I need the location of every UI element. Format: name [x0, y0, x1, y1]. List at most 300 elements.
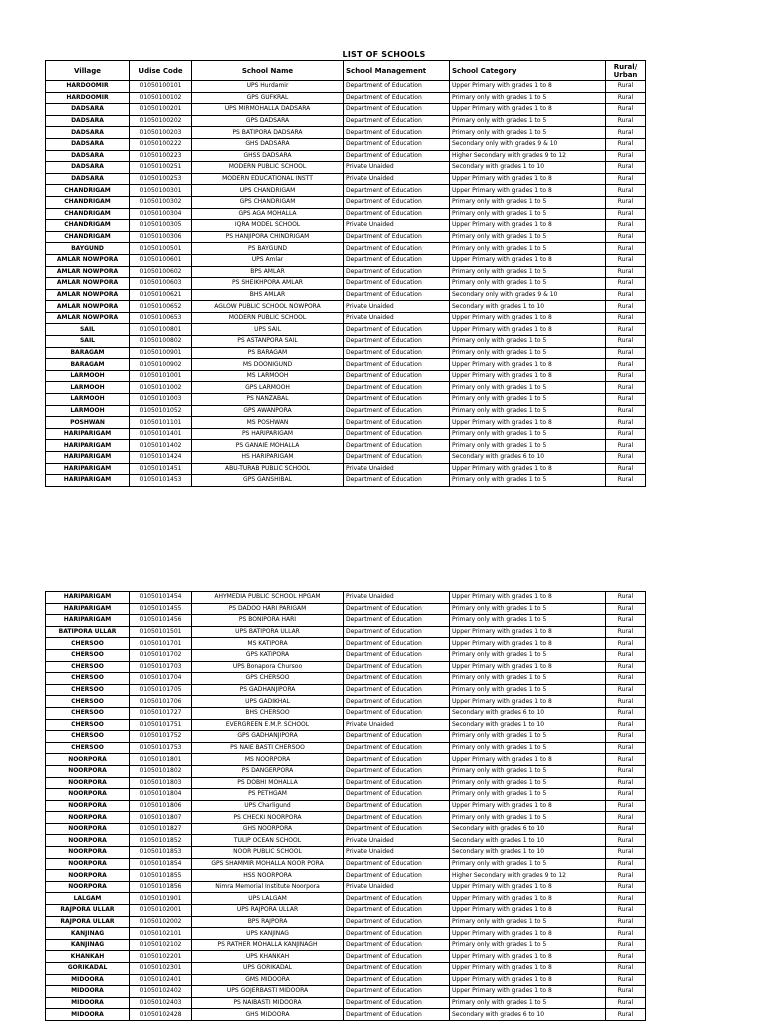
- cell-udise-code: 01050100101: [130, 81, 192, 93]
- cell-school-category: Secondary with grades 1 to 10: [450, 847, 606, 859]
- cell-school-management: Private Unaided: [344, 162, 450, 174]
- cell-school-category: Upper Primary with grades 1 to 8: [450, 800, 606, 812]
- cell-village: BATIPORA ULLAR: [46, 626, 130, 638]
- cell-school-management: Private Unaided: [344, 881, 450, 893]
- cell-school-management: Department of Education: [344, 673, 450, 685]
- cell-rural-urban: Rural: [606, 638, 646, 650]
- cell-school-name: UPS KHANKAH: [192, 951, 344, 963]
- table-row: [46, 440, 646, 452]
- cell-school-name: MODERN PUBLIC SCHOOL: [192, 162, 344, 174]
- table-row: [46, 243, 646, 255]
- cell-village: KHANKAH: [46, 951, 130, 963]
- cell-udise-code: 01050101752: [130, 731, 192, 743]
- cell-village: AMLAR NOWPORA: [46, 312, 130, 324]
- cell-village: DADSARA: [46, 115, 130, 127]
- table-body: [46, 592, 646, 1021]
- table-row: [46, 615, 646, 627]
- header-school-name: School Name: [192, 61, 344, 81]
- cell-school-name: UPS Amlar: [192, 254, 344, 266]
- cell-village: GORIKADAL: [46, 963, 130, 975]
- cell-school-name: PS DOBHI MOHALLA: [192, 777, 344, 789]
- table-body: [46, 81, 646, 487]
- cell-school-name: GPS GANSHIBAL: [192, 475, 344, 487]
- cell-school-management: Department of Education: [344, 986, 450, 998]
- table-row: [46, 81, 646, 93]
- table-row: [46, 997, 646, 1009]
- cell-udise-code: 01050101827: [130, 823, 192, 835]
- table-row: [46, 835, 646, 847]
- table-row: [46, 684, 646, 696]
- table-row: [46, 417, 646, 429]
- table-row: [46, 185, 646, 197]
- cell-village: NOORPORA: [46, 777, 130, 789]
- cell-village: HARIPARIGAM: [46, 592, 130, 604]
- cell-udise-code: 01050102001: [130, 905, 192, 917]
- cell-village: CHERSOO: [46, 673, 130, 685]
- cell-udise-code: 01050100253: [130, 173, 192, 185]
- cell-school-name: TULIP OCEAN SCHOOL: [192, 835, 344, 847]
- cell-school-category: Primary only with grades 1 to 5: [450, 731, 606, 743]
- cell-school-management: Department of Education: [344, 800, 450, 812]
- cell-school-management: Department of Education: [344, 359, 450, 371]
- table-row: [46, 405, 646, 417]
- cell-village: NOORPORA: [46, 789, 130, 801]
- cell-udise-code: 01050101456: [130, 615, 192, 627]
- cell-school-management: Private Unaided: [344, 173, 450, 185]
- cell-school-category: Primary only with grades 1 to 5: [450, 742, 606, 754]
- cell-udise-code: 01050100201: [130, 104, 192, 116]
- cell-rural-urban: Rural: [606, 347, 646, 359]
- cell-udise-code: 01050101453: [130, 475, 192, 487]
- cell-udise-code: 01050100621: [130, 289, 192, 301]
- cell-school-category: Secondary only with grades 9 & 10: [450, 289, 606, 301]
- cell-udise-code: 01050102402: [130, 986, 192, 998]
- cell-rural-urban: Rural: [606, 707, 646, 719]
- cell-school-name: UPS Charligund: [192, 800, 344, 812]
- cell-school-name: EVERGREEN E.M.P. SCHOOL: [192, 719, 344, 731]
- cell-village: AMLAR NOWPORA: [46, 254, 130, 266]
- cell-rural-urban: Rural: [606, 382, 646, 394]
- cell-udise-code: 01050102201: [130, 951, 192, 963]
- cell-rural-urban: Rural: [606, 150, 646, 162]
- cell-school-name: PS DANGERPORA: [192, 765, 344, 777]
- cell-rural-urban: Rural: [606, 974, 646, 986]
- cell-school-management: Department of Education: [344, 615, 450, 627]
- cell-school-management: Department of Education: [344, 336, 450, 348]
- table-row: [46, 173, 646, 185]
- table-row: [46, 963, 646, 975]
- cell-village: AMLAR NOWPORA: [46, 289, 130, 301]
- cell-school-category: Primary only with grades 1 to 5: [450, 789, 606, 801]
- table-row: [46, 916, 646, 928]
- cell-school-category: Primary only with grades 1 to 5: [450, 231, 606, 243]
- cell-school-category: Upper Primary with grades 1 to 8: [450, 254, 606, 266]
- cell-school-name: GHS NOORPORA: [192, 823, 344, 835]
- cell-village: MIDOORA: [46, 1009, 130, 1021]
- cell-village: HARDOOMIR: [46, 81, 130, 93]
- cell-school-name: PS HANJIPORA CHINDRIGAM: [192, 231, 344, 243]
- header-school-category: School Category: [450, 61, 606, 81]
- cell-school-management: Department of Education: [344, 452, 450, 464]
- cell-school-management: Department of Education: [344, 81, 450, 93]
- cell-udise-code: 01050100223: [130, 150, 192, 162]
- cell-rural-urban: Rural: [606, 243, 646, 255]
- cell-rural-urban: Rural: [606, 951, 646, 963]
- cell-school-management: Department of Education: [344, 812, 450, 824]
- cell-school-category: Higher Secondary with grades 9 to 12: [450, 870, 606, 882]
- cell-village: NOORPORA: [46, 870, 130, 882]
- cell-udise-code: 01050102002: [130, 916, 192, 928]
- cell-school-name: PS RATHER MOHALLA KANJINAGH: [192, 939, 344, 951]
- table-row: [46, 115, 646, 127]
- cell-rural-urban: Rural: [606, 463, 646, 475]
- cell-udise-code: 01050101856: [130, 881, 192, 893]
- cell-school-name: GPS DADSARA: [192, 115, 344, 127]
- cell-school-management: Department of Education: [344, 789, 450, 801]
- cell-school-category: Secondary with grades 1 to 10: [450, 719, 606, 731]
- cell-udise-code: 01050101803: [130, 777, 192, 789]
- cell-rural-urban: Rural: [606, 812, 646, 824]
- cell-school-name: MS DOONIGUND: [192, 359, 344, 371]
- cell-school-name: PS CHECKI NOORPORA: [192, 812, 344, 824]
- cell-school-category: Secondary with grades 1 to 10: [450, 835, 606, 847]
- table-row: [46, 649, 646, 661]
- cell-udise-code: 01050100802: [130, 336, 192, 348]
- cell-school-management: Department of Education: [344, 254, 450, 266]
- cell-village: KANJINAG: [46, 939, 130, 951]
- cell-rural-urban: Rural: [606, 684, 646, 696]
- table-row: [46, 104, 646, 116]
- cell-school-category: Primary only with grades 1 to 5: [450, 405, 606, 417]
- cell-school-name: PS BATIPORA DADSARA: [192, 127, 344, 139]
- cell-village: NOORPORA: [46, 800, 130, 812]
- cell-rural-urban: Rural: [606, 428, 646, 440]
- cell-udise-code: 01050101702: [130, 649, 192, 661]
- cell-school-name: GHS DADSARA: [192, 138, 344, 150]
- cell-school-name: MS NOORPORA: [192, 754, 344, 766]
- cell-village: CHERSOO: [46, 742, 130, 754]
- cell-school-management: Department of Education: [344, 638, 450, 650]
- cell-rural-urban: Rural: [606, 858, 646, 870]
- cell-village: AMLAR NOWPORA: [46, 301, 130, 313]
- cell-school-name: PS GANAIE MOHALLA: [192, 440, 344, 452]
- cell-village: NOORPORA: [46, 835, 130, 847]
- table-header-row: [46, 61, 646, 81]
- cell-school-category: Upper Primary with grades 1 to 8: [450, 986, 606, 998]
- cell-school-name: Nimra Memorial Institute Noorpora: [192, 881, 344, 893]
- cell-school-name: PS NANZABAL: [192, 394, 344, 406]
- cell-village: SAIL: [46, 324, 130, 336]
- cell-school-management: Department of Education: [344, 626, 450, 638]
- cell-village: NOORPORA: [46, 812, 130, 824]
- cell-rural-urban: Rural: [606, 289, 646, 301]
- cell-school-category: Primary only with grades 1 to 5: [450, 440, 606, 452]
- cell-udise-code: 01050101727: [130, 707, 192, 719]
- cell-school-category: Primary only with grades 1 to 5: [450, 92, 606, 104]
- cell-udise-code: 01050102428: [130, 1009, 192, 1021]
- cell-udise-code: 01050101852: [130, 835, 192, 847]
- table-row: [46, 626, 646, 638]
- cell-udise-code: 01050101701: [130, 638, 192, 650]
- cell-rural-urban: Rural: [606, 777, 646, 789]
- cell-rural-urban: Rural: [606, 661, 646, 673]
- table-row: [46, 893, 646, 905]
- table-row: [46, 92, 646, 104]
- cell-school-category: Upper Primary with grades 1 to 8: [450, 324, 606, 336]
- cell-school-category: Primary only with grades 1 to 5: [450, 765, 606, 777]
- cell-school-management: Department of Education: [344, 765, 450, 777]
- cell-school-name: PS HARIPARIGAM: [192, 428, 344, 440]
- cell-school-name: BPS RAJPORA: [192, 916, 344, 928]
- cell-school-management: Department of Education: [344, 115, 450, 127]
- cell-udise-code: 01050101807: [130, 812, 192, 824]
- table-row: [46, 731, 646, 743]
- cell-rural-urban: Rural: [606, 359, 646, 371]
- cell-school-management: Department of Education: [344, 196, 450, 208]
- cell-udise-code: 01050101451: [130, 463, 192, 475]
- cell-school-category: Upper Primary with grades 1 to 8: [450, 638, 606, 650]
- cell-school-management: Department of Education: [344, 347, 450, 359]
- cell-school-management: Department of Education: [344, 951, 450, 963]
- cell-school-name: GPS AWANPORA: [192, 405, 344, 417]
- header-udise-code: Udise Code: [130, 61, 192, 81]
- cell-udise-code: 01050101455: [130, 603, 192, 615]
- cell-school-category: Upper Primary with grades 1 to 8: [450, 905, 606, 917]
- cell-rural-urban: Rural: [606, 765, 646, 777]
- cell-school-name: MODERN PUBLIC SCHOOL: [192, 312, 344, 324]
- table-row: [46, 312, 646, 324]
- cell-school-name: GHS MIDOORA: [192, 1009, 344, 1021]
- table-row: [46, 800, 646, 812]
- cell-village: RAJPORA ULLAR: [46, 916, 130, 928]
- cell-school-category: Upper Primary with grades 1 to 8: [450, 463, 606, 475]
- cell-village: BAYGUND: [46, 243, 130, 255]
- table-row: [46, 719, 646, 731]
- header-village: Village: [46, 61, 130, 81]
- cell-rural-urban: Rural: [606, 939, 646, 951]
- cell-village: BARAGAM: [46, 347, 130, 359]
- cell-school-name: UPS RAJPORA ULLAR: [192, 905, 344, 917]
- cell-school-name: PS ASTANPORA SAIL: [192, 336, 344, 348]
- table-row: [46, 231, 646, 243]
- cell-udise-code: 01050101853: [130, 847, 192, 859]
- cell-village: CHERSOO: [46, 649, 130, 661]
- cell-village: CHERSOO: [46, 684, 130, 696]
- cell-village: CHANDRIGAM: [46, 208, 130, 220]
- cell-village: DADSARA: [46, 162, 130, 174]
- cell-village: RAJPORA ULLAR: [46, 905, 130, 917]
- cell-school-management: Department of Education: [344, 231, 450, 243]
- table-row: [46, 707, 646, 719]
- cell-school-category: Upper Primary with grades 1 to 8: [450, 81, 606, 93]
- cell-rural-urban: Rural: [606, 475, 646, 487]
- header-rural-urban: Rural/ Urban: [606, 61, 646, 81]
- cell-school-category: Upper Primary with grades 1 to 8: [450, 974, 606, 986]
- cell-school-name: PS SHEIKHPORA AMLAR: [192, 278, 344, 290]
- cell-school-name: PS BAYGUND: [192, 243, 344, 255]
- cell-udise-code: 01050101002: [130, 382, 192, 394]
- cell-school-category: Upper Primary with grades 1 to 8: [450, 881, 606, 893]
- cell-school-name: UPS Hurdamir: [192, 81, 344, 93]
- cell-school-name: UPS KANJINAG: [192, 928, 344, 940]
- cell-school-name: BHS CHERSOO: [192, 707, 344, 719]
- cell-school-name: GHSS DADSARA: [192, 150, 344, 162]
- cell-school-category: Primary only with grades 1 to 5: [450, 394, 606, 406]
- table-row: [46, 138, 646, 150]
- cell-school-management: Department of Education: [344, 696, 450, 708]
- cell-school-name: NOOR PUBLIC SCHOOL: [192, 847, 344, 859]
- cell-school-category: Primary only with grades 1 to 5: [450, 475, 606, 487]
- cell-school-management: Private Unaided: [344, 835, 450, 847]
- table-row: [46, 765, 646, 777]
- cell-rural-urban: Rural: [606, 92, 646, 104]
- table-row: [46, 928, 646, 940]
- cell-school-category: Upper Primary with grades 1 to 8: [450, 626, 606, 638]
- cell-school-category: Primary only with grades 1 to 5: [450, 243, 606, 255]
- cell-school-management: Department of Education: [344, 731, 450, 743]
- cell-udise-code: 01050101901: [130, 893, 192, 905]
- cell-school-name: IQRA MODEL SCHOOL: [192, 220, 344, 232]
- cell-rural-urban: Rural: [606, 417, 646, 429]
- cell-village: POSHWAN: [46, 417, 130, 429]
- cell-udise-code: 01050101454: [130, 592, 192, 604]
- cell-rural-urban: Rural: [606, 916, 646, 928]
- cell-udise-code: 01050101706: [130, 696, 192, 708]
- table-row: [46, 939, 646, 951]
- cell-village: MIDOORA: [46, 986, 130, 998]
- cell-village: LARMOOH: [46, 405, 130, 417]
- cell-school-name: PS DADOO HARI PARIGAM: [192, 603, 344, 615]
- cell-school-category: Upper Primary with grades 1 to 8: [450, 928, 606, 940]
- cell-udise-code: 01050100603: [130, 278, 192, 290]
- cell-village: LARMOOH: [46, 382, 130, 394]
- cell-udise-code: 01050101855: [130, 870, 192, 882]
- cell-rural-urban: Rural: [606, 835, 646, 847]
- cell-school-management: Department of Education: [344, 870, 450, 882]
- table-row: [46, 428, 646, 440]
- cell-school-management: Private Unaided: [344, 592, 450, 604]
- cell-rural-urban: Rural: [606, 104, 646, 116]
- cell-rural-urban: Rural: [606, 162, 646, 174]
- cell-village: NOORPORA: [46, 765, 130, 777]
- table-row: [46, 974, 646, 986]
- table-row: [46, 812, 646, 824]
- cell-udise-code: 01050100202: [130, 115, 192, 127]
- cell-school-management: Private Unaided: [344, 463, 450, 475]
- cell-school-management: Department of Education: [344, 417, 450, 429]
- cell-rural-urban: Rural: [606, 220, 646, 232]
- cell-school-category: Primary only with grades 1 to 5: [450, 266, 606, 278]
- table-row: [46, 394, 646, 406]
- cell-school-category: Secondary with grades 6 to 10: [450, 823, 606, 835]
- cell-rural-urban: Rural: [606, 592, 646, 604]
- cell-udise-code: 01050101003: [130, 394, 192, 406]
- cell-school-management: Private Unaided: [344, 312, 450, 324]
- cell-udise-code: 01050100652: [130, 301, 192, 313]
- cell-rural-urban: Rural: [606, 673, 646, 685]
- cell-udise-code: 01050100306: [130, 231, 192, 243]
- cell-udise-code: 01050100501: [130, 243, 192, 255]
- cell-udise-code: 01050100801: [130, 324, 192, 336]
- cell-school-category: Upper Primary with grades 1 to 8: [450, 359, 606, 371]
- cell-udise-code: 01050100251: [130, 162, 192, 174]
- cell-school-category: Upper Primary with grades 1 to 8: [450, 104, 606, 116]
- cell-school-name: AGLOW PUBLIC SCHOOL NOWPORA: [192, 301, 344, 313]
- cell-school-management: Department of Education: [344, 742, 450, 754]
- cell-udise-code: 01050101751: [130, 719, 192, 731]
- cell-school-category: Primary only with grades 1 to 5: [450, 777, 606, 789]
- cell-udise-code: 01050101052: [130, 405, 192, 417]
- cell-udise-code: 01050100301: [130, 185, 192, 197]
- cell-rural-urban: Rural: [606, 115, 646, 127]
- cell-rural-urban: Rural: [606, 394, 646, 406]
- cell-rural-urban: Rural: [606, 603, 646, 615]
- cell-village: AMLAR NOWPORA: [46, 266, 130, 278]
- cell-school-category: Primary only with grades 1 to 5: [450, 812, 606, 824]
- cell-school-name: UPS CHANDRIGAM: [192, 185, 344, 197]
- cell-rural-urban: Rural: [606, 928, 646, 940]
- table-row: [46, 301, 646, 313]
- cell-school-management: Private Unaided: [344, 719, 450, 731]
- cell-school-management: Department of Education: [344, 428, 450, 440]
- table-row: [46, 823, 646, 835]
- table-row: [46, 638, 646, 650]
- cell-rural-urban: Rural: [606, 847, 646, 859]
- cell-school-name: GPS LARMOOH: [192, 382, 344, 394]
- cell-school-management: Department of Education: [344, 963, 450, 975]
- table-row: [46, 696, 646, 708]
- cell-school-category: Primary only with grades 1 to 5: [450, 603, 606, 615]
- cell-udise-code: 01050101704: [130, 673, 192, 685]
- cell-udise-code: 01050101501: [130, 626, 192, 638]
- cell-school-management: Department of Education: [344, 243, 450, 255]
- cell-school-name: UPS BATIPORA ULLAR: [192, 626, 344, 638]
- cell-village: HARIPARIGAM: [46, 603, 130, 615]
- cell-school-name: MS KATIPORA: [192, 638, 344, 650]
- cell-udise-code: 01050100302: [130, 196, 192, 208]
- cell-school-category: Primary only with grades 1 to 5: [450, 208, 606, 220]
- cell-village: CHANDRIGAM: [46, 231, 130, 243]
- cell-village: DADSARA: [46, 173, 130, 185]
- table-row: [46, 475, 646, 487]
- cell-village: HARIPARIGAM: [46, 440, 130, 452]
- cell-village: NOORPORA: [46, 754, 130, 766]
- table-row: [46, 359, 646, 371]
- cell-udise-code: 01050102401: [130, 974, 192, 986]
- cell-rural-urban: Rural: [606, 986, 646, 998]
- table-row: [46, 208, 646, 220]
- cell-school-category: Secondary with grades 6 to 10: [450, 1009, 606, 1021]
- cell-school-category: Upper Primary with grades 1 to 8: [450, 893, 606, 905]
- cell-school-management: Department of Education: [344, 394, 450, 406]
- cell-rural-urban: Rural: [606, 81, 646, 93]
- cell-school-name: HSS NOORPORA: [192, 870, 344, 882]
- cell-school-management: Department of Education: [344, 684, 450, 696]
- cell-school-category: Primary only with grades 1 to 5: [450, 673, 606, 685]
- cell-udise-code: 01050101802: [130, 765, 192, 777]
- cell-school-management: Department of Education: [344, 92, 450, 104]
- cell-school-name: GPS SHAMMIR MOHALLA NOOR PORA: [192, 858, 344, 870]
- cell-school-name: HS HARIPARIGAM: [192, 452, 344, 464]
- cell-school-name: PS BONIPORA HARI: [192, 615, 344, 627]
- cell-school-management: Private Unaided: [344, 220, 450, 232]
- cell-school-management: Department of Education: [344, 823, 450, 835]
- cell-udise-code: 01050101101: [130, 417, 192, 429]
- cell-rural-urban: Rural: [606, 649, 646, 661]
- cell-school-name: BHS AMLAR: [192, 289, 344, 301]
- table-row: [46, 266, 646, 278]
- cell-rural-urban: Rural: [606, 800, 646, 812]
